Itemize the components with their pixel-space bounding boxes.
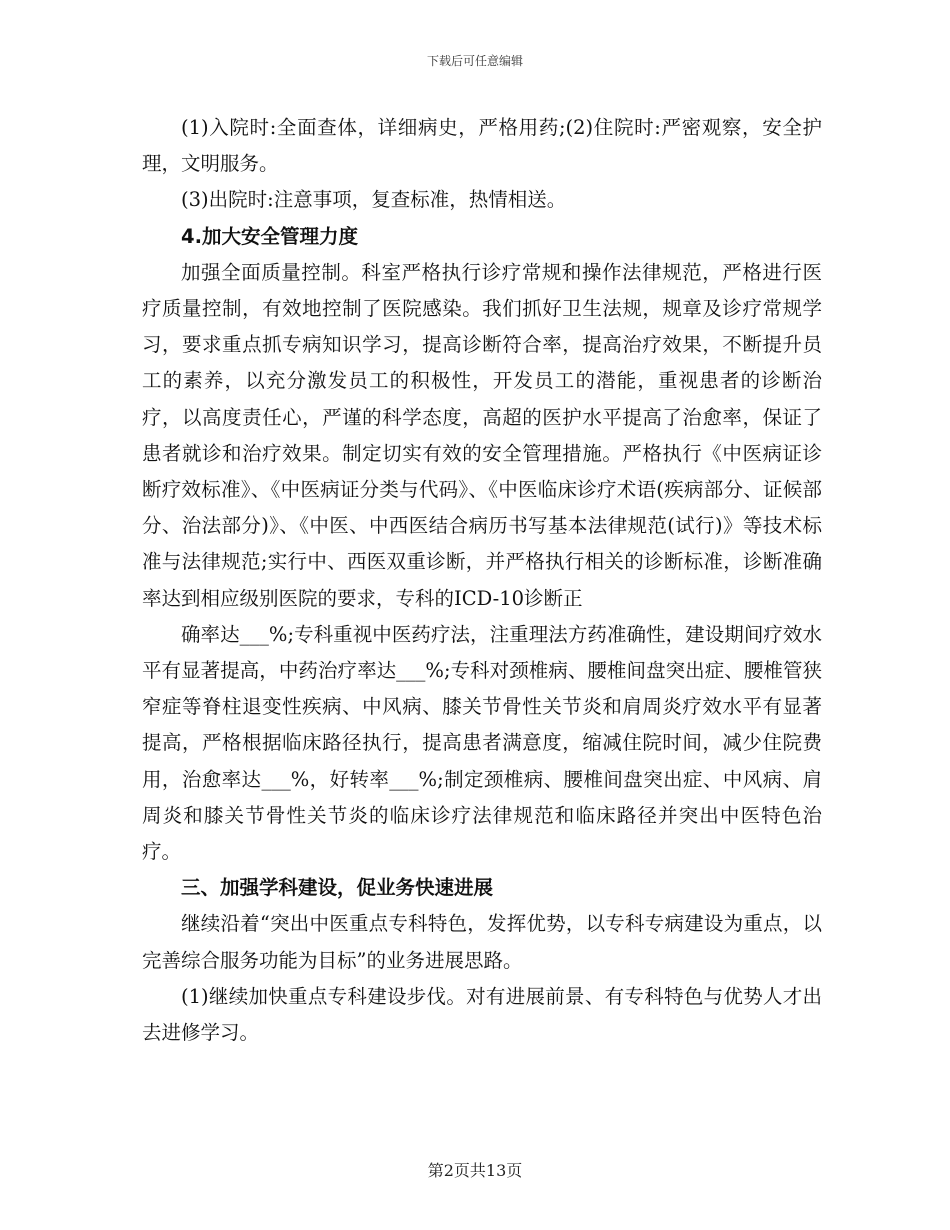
paragraph-discharge: (3)出院时:注意事项，复查标准，热情相送。 xyxy=(181,188,567,212)
section-heading-safety: 4.加大安全管理力度 xyxy=(181,224,358,248)
page-number: 第2页共13页 xyxy=(427,1161,523,1180)
paragraph-specialty-construction: (1)继续加快重点专科建设步伐。对有进展前景、有专科特色与优势人才出去进修学习。 xyxy=(142,984,822,1045)
paragraph-accuracy-rates: 确率达___%;专科重视中医药疗法，注重理法方药准确性，建设期间疗效水平有显著提高，中药治疗率达___%;专科对颈椎病、腰椎间盘突出症、腰椎管狭窄症等脊柱退变性疾病、中风病、膝关节骨性关节炎和肩周炎疗效水平有显著提高，严格根据临床路径执行，提高患者满意度，缩减住院时间，减少住院费用，治愈率达___%，好转率___%;制定颈椎病、腰椎间盘突出症、中风病、肩周炎和膝关节骨性关节炎的临床诊疗法律规范和临床路径并突出中医特色治疗。 xyxy=(142,622,822,864)
paragraph-admission: (1)入院时:全面查体，详细病史，严格用药;(2)住院时:严密观察，安全护理，文明服务。 xyxy=(142,116,822,176)
section-heading-discipline: 三、加强学科建设，促业务快速进展 xyxy=(181,876,494,900)
paragraph-development-idea: 继续沿着“突出中医重点专科特色，发挥优势，以专科专病建设为重点，以完善综合服务功能为目标”的业务进展思路。 xyxy=(142,912,822,972)
paragraph-quality-control: 加强全面质量控制。科室严格执行诊疗常规和操作法律规范，严格进行医疗质量控制，有效地控制了医院感染。我们抓好卫生法规，规章及诊疗常规学习，要求重点抓专病知识学习，提高诊断符合率，提高治疗效果，不断提升员工的素养，以充分激发员工的积极性，开发员工的潜能，重视患者的诊断治疗，以高度责任心，严谨的科学态度，高超的医护水平提高了治愈率，保证了患者就诊和治疗效果。制定切实有效的安全管理措施。严格执行《中医病证诊断疗效标准》、《中医病证分类与代码》、《中医临床诊疗术语(疾病部分、证候部分、治法部分)》、《中医、中西医结合病历书写基本法律规范(试行)》等技术标准与法律规范;实行中、西医双重诊断，并严格执行相关的诊断标准，诊断准确率达到相应级别医院的要求，专科的ICD-10诊断正 xyxy=(142,260,822,610)
document-body xyxy=(142,110,822,1051)
page-header: 下载后可任意编辑 xyxy=(426,54,523,68)
